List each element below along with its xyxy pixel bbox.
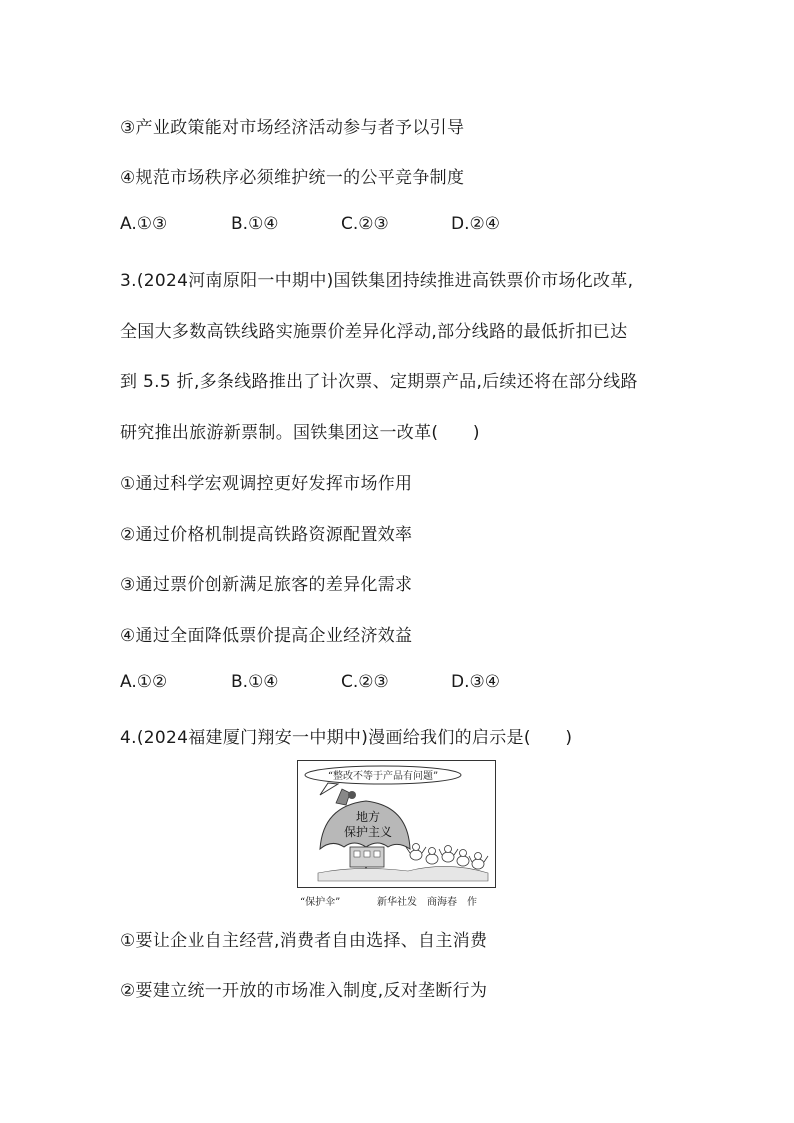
speech-bubble-text: “整改不等于产品有问题” — [327, 771, 439, 782]
option-c[interactable]: C.②③ — [341, 672, 389, 692]
question-3-stem-line-4: 研究推出旅游新票制。国铁集团这一改革( ) — [120, 423, 480, 443]
question-3-stem-line-1: 3.(2024河南原阳一中期中)国铁集团持续推进高铁票价市场化改革, — [120, 271, 634, 291]
statement-1: ①要让企业自主经营,消费者自由选择、自主消费 — [120, 931, 488, 951]
statement-1: ①通过科学宏观调控更好发挥市场作用 — [120, 474, 413, 494]
umbrella-label-2: 保护主义 — [343, 825, 393, 839]
question-3-stem-line-2: 全国大多数高铁线路实施票价差异化浮动,部分线路的最低折扣已达 — [120, 322, 628, 342]
option-b[interactable]: B.①④ — [231, 672, 279, 692]
statement-4: ④规范市场秩序必须维护统一的公平竞争制度 — [120, 168, 465, 188]
statement-3: ③产业政策能对市场经济活动参与者予以引导 — [120, 118, 465, 138]
option-d[interactable]: D.③④ — [451, 672, 500, 692]
statement-4: ④通过全面降低票价提高企业经济效益 — [120, 626, 413, 646]
option-c[interactable]: C.②③ — [341, 214, 389, 234]
option-a[interactable]: A.①② — [120, 672, 168, 692]
statement-2: ②通过价格机制提高铁路资源配置效率 — [120, 525, 413, 545]
statement-3: ③通过票价创新满足旅客的差异化需求 — [120, 575, 413, 595]
cartoon-credit: 新华社发 商海春 作 — [377, 897, 477, 908]
cartoon-illustration — [298, 761, 495, 887]
option-d[interactable]: D.②④ — [451, 214, 500, 234]
cartoon-image — [297, 760, 496, 888]
statement-2: ②要建立统一开放的市场准入制度,反对垄断行为 — [120, 981, 488, 1001]
umbrella-label-1: 地方 — [355, 810, 381, 824]
question-3-stem-line-3: 到 5.5 折,多条线路推出了计次票、定期票产品,后续还将在部分线路 — [120, 372, 638, 392]
option-a[interactable]: A.①③ — [120, 214, 168, 234]
cartoon-title: “保护伞” — [300, 897, 341, 908]
option-b[interactable]: B.①④ — [231, 214, 279, 234]
question-4-stem: 4.(2024福建厦门翔安一中期中)漫画给我们的启示是( ) — [120, 728, 573, 748]
